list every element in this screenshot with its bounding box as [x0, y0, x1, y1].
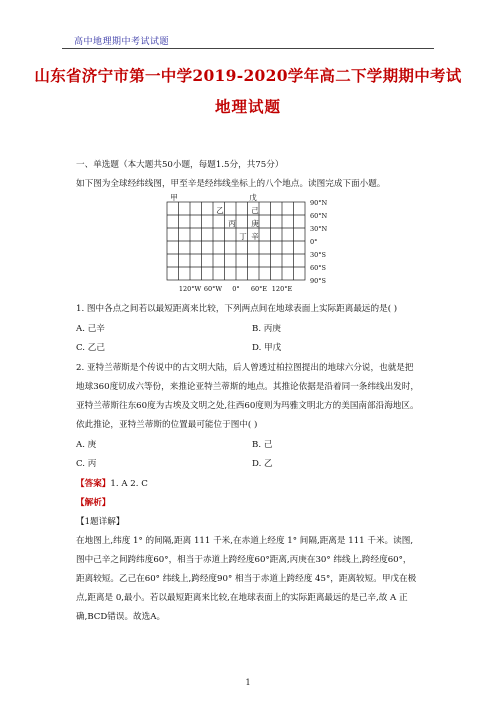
analysis-line: 距离较短。乙己在60° 纬线上,跨经度90° 相当于赤道上跨经度 45°，距离较短。甲戊在极	[76, 574, 417, 584]
document-title: 山东省济宁市第一中学2019-2020学年高二下学期期中考试	[34, 66, 462, 85]
document-subtitle: 地理试题	[214, 97, 281, 116]
q2-option-d: D. 乙	[252, 459, 273, 469]
q2-option-b: B. 己	[252, 440, 273, 450]
q1-option-d: D. 甲戊	[252, 343, 282, 353]
lat-label: 30°N	[310, 225, 328, 233]
answer-values: 1. A 2. C	[110, 479, 148, 489]
grid-lines	[167, 202, 305, 280]
page-number: 1	[245, 678, 251, 687]
header-divider	[62, 48, 434, 49]
section-heading: 一、单选题（本大题共50小题，每题1.5分，共75分）	[76, 160, 284, 170]
lat-label: 90°S	[310, 277, 326, 285]
q1-option-c: C. 乙己	[76, 343, 105, 353]
analysis-line: 在地图上,纬度 1° 的间隔,距离 111 千米,在赤道上经度 1° 间隔,距离是 111 千米。读图,	[76, 536, 414, 546]
question-2-stem-line: 地球360度切成六等份，来推论亚特兰蒂斯的地点。其推论依据是沿着同一条纬线出发时，	[76, 382, 419, 392]
question-2-stem-line: 依此推论，亚特兰蒂斯的位置最可能位于图中( )	[76, 420, 258, 430]
lat-label: 0°	[310, 238, 318, 246]
answer-line	[76, 477, 148, 489]
point-label-yi: 乙	[216, 206, 224, 215]
analysis-subheading: 【1题详解】	[76, 517, 125, 527]
lat-label: 60°S	[310, 264, 326, 272]
question-intro: 如下图为全球经纬线图，甲至辛是经纬线坐标上的八个地点。读图完成下面小题。	[76, 179, 386, 189]
analysis-label: 【解析】	[76, 498, 111, 508]
question-2-stem-line: 2. 亚特兰蒂斯是个传说中的古文明大陆，后人曾透过柏拉图提出的地球六分说，也就是把	[76, 363, 414, 373]
point-label-xin: 辛	[251, 232, 259, 241]
lat-label: 30°S	[310, 251, 326, 259]
point-label-geng: 庚	[251, 219, 259, 228]
q2-option-a: A. 庚	[76, 440, 97, 450]
analysis-line: 确,BCD错误。故选A。	[76, 612, 166, 622]
analysis-line: 图中己辛之间跨纬度60°，相当于赤道上跨经度60°距离,丙庚在30° 纬线上,跨经度60°，	[76, 555, 412, 565]
question-2-stem-line: 亚特兰蒂斯往东60度为古埃及文明之处,往西60度则为玛雅文明北方的美国南部沿海地区。	[76, 401, 419, 411]
page-header: 高中地理期中考试试题	[74, 37, 170, 47]
lat-label: 90°N	[310, 199, 328, 207]
q1-option-b: B. 丙庚	[252, 324, 281, 334]
point-label-wu: 戊	[249, 193, 257, 202]
point-label-ji: 己	[251, 206, 259, 215]
analysis-line: 点,距离是 0,最小。若以最短距离来比较,在地球表面上的实际距离最远的是己辛,故 A 正	[76, 593, 408, 603]
lon-label: 60°W	[203, 285, 223, 293]
lon-label: 120°W	[178, 285, 202, 293]
lat-label: 60°N	[310, 212, 328, 220]
q2-option-c: C. 丙	[76, 459, 97, 469]
question-1-stem: 1. 图中各点之间若以最短距离来比较，下列两点间在地球表面上实际距离最远的是( )	[76, 304, 398, 314]
lon-label: 0°	[232, 285, 240, 293]
lat-long-grid-figure	[140, 190, 350, 298]
point-label-ding: 丁	[239, 232, 247, 241]
answer-label: 【答案】	[76, 479, 111, 489]
lon-label: 60°E	[250, 285, 268, 293]
lon-label: 120°E	[271, 285, 293, 293]
point-label-bing: 丙	[228, 219, 236, 228]
q1-option-a: A. 己辛	[76, 324, 105, 334]
point-label-jia: 甲	[170, 193, 178, 202]
